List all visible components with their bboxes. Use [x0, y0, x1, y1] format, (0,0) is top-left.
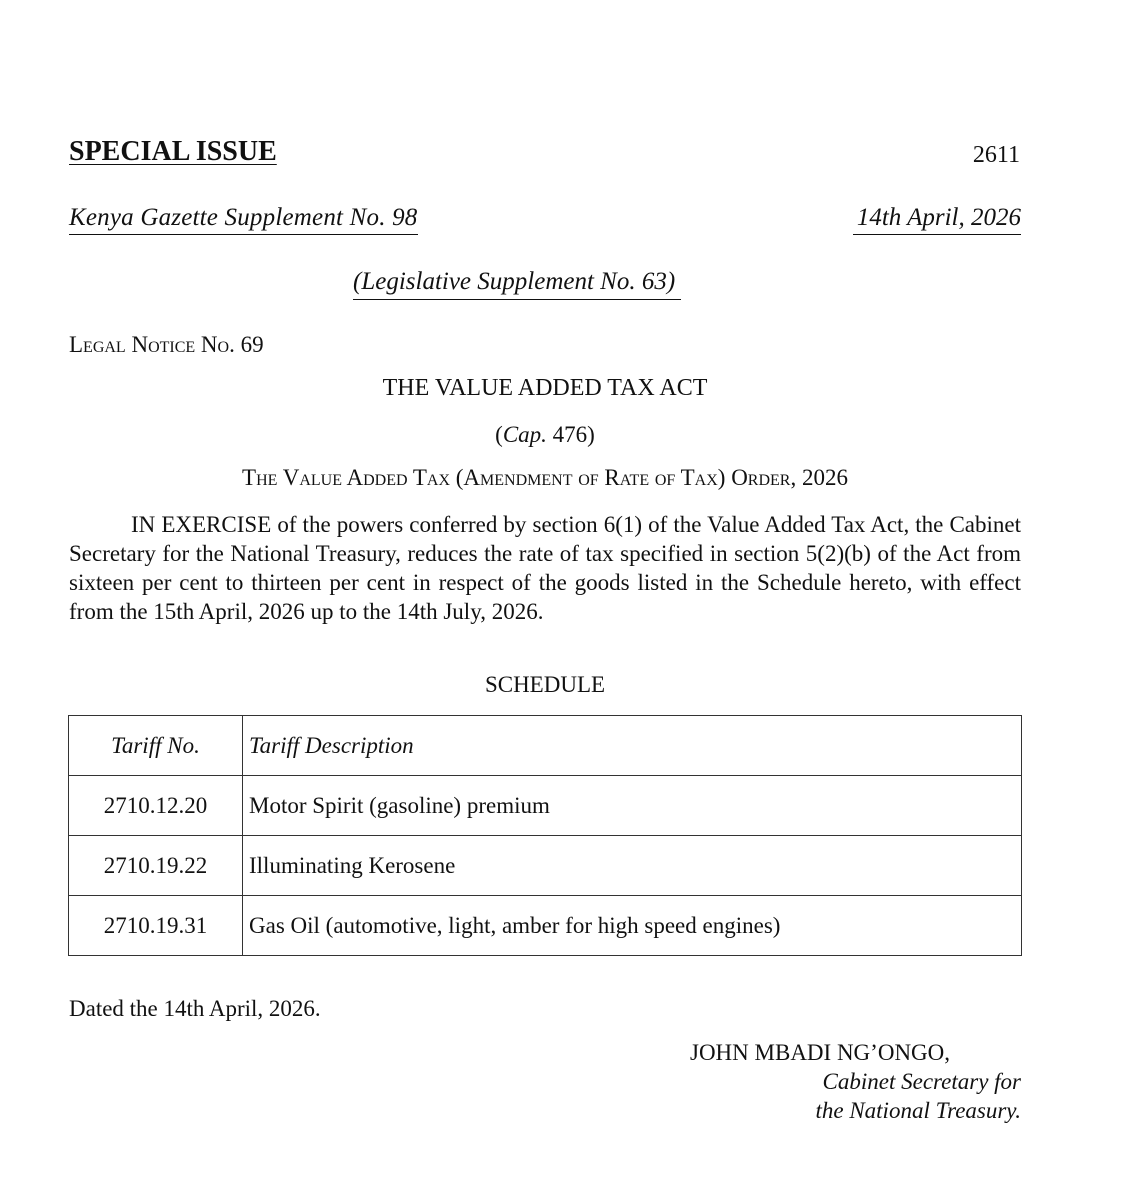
table-row	[69, 776, 1022, 836]
column-header-tariff-no: Tariff No.	[69, 716, 243, 776]
tariff-description-cell: Illuminating Kerosene	[243, 836, 1022, 896]
schedule-heading: SCHEDULE	[484, 672, 606, 697]
page-number: 2611	[972, 142, 1020, 168]
chapter-number: 476	[552, 422, 588, 447]
signatory-name: JOHN MBADI NG’ONGO,	[690, 1040, 951, 1065]
legislative-supplement-number: (Legislative Supplement No. 63)	[353, 268, 681, 300]
column-header-tariff-description: Tariff Description	[243, 716, 1022, 776]
table-header-row	[69, 716, 1022, 776]
table-row	[69, 896, 1022, 956]
tariff-description-cell: Motor Spirit (gasoline) premium	[243, 776, 1022, 836]
signatory-title-line-2: the National Treasury.	[815, 1098, 1021, 1123]
chapter-reference: (Cap. 476)	[495, 422, 595, 447]
dated-line: Dated the 14th April, 2026.	[69, 996, 321, 1021]
special-issue-heading: SPECIAL ISSUE	[69, 136, 277, 167]
tariff-number-cell: 2710.12.20	[69, 776, 243, 836]
gazette-supplement-number: Kenya Gazette Supplement No. 98	[69, 204, 418, 235]
table-row	[69, 836, 1022, 896]
preamble-paragraph: IN EXERCISE of the powers conferred by section 6(1) of the Value Added Tax Act, the Cabinet Secretary for the National Treasury, reduces the rate of tax specified in section 5(2)(b) of the Act from sixteen per cent to thirteen per cent in respect of the goods listed in the Schedule hereto, with effect from the 15th April, 2026 up to the 14th July, 2026.	[69, 512, 1021, 624]
tariff-number-cell: 2710.19.22	[69, 836, 243, 896]
schedule-table	[68, 715, 1022, 956]
tariff-description-cell: Gas Oil (automotive, light, amber for high speed engines)	[243, 896, 1022, 956]
chapter-prefix: Cap.	[502, 422, 547, 447]
issue-date: 14th April, 2026	[853, 204, 1021, 235]
tariff-number-cell: 2710.19.31	[69, 896, 243, 956]
legal-notice-number: Legal Notice No. 69	[69, 332, 264, 357]
signatory-title-line-1: Cabinet Secretary for	[822, 1069, 1021, 1094]
act-title: THE VALUE ADDED TAX ACT	[382, 375, 708, 401]
order-title: The Value Added Tax (Amendment of Rate of Tax) Order, 2026	[242, 465, 848, 490]
